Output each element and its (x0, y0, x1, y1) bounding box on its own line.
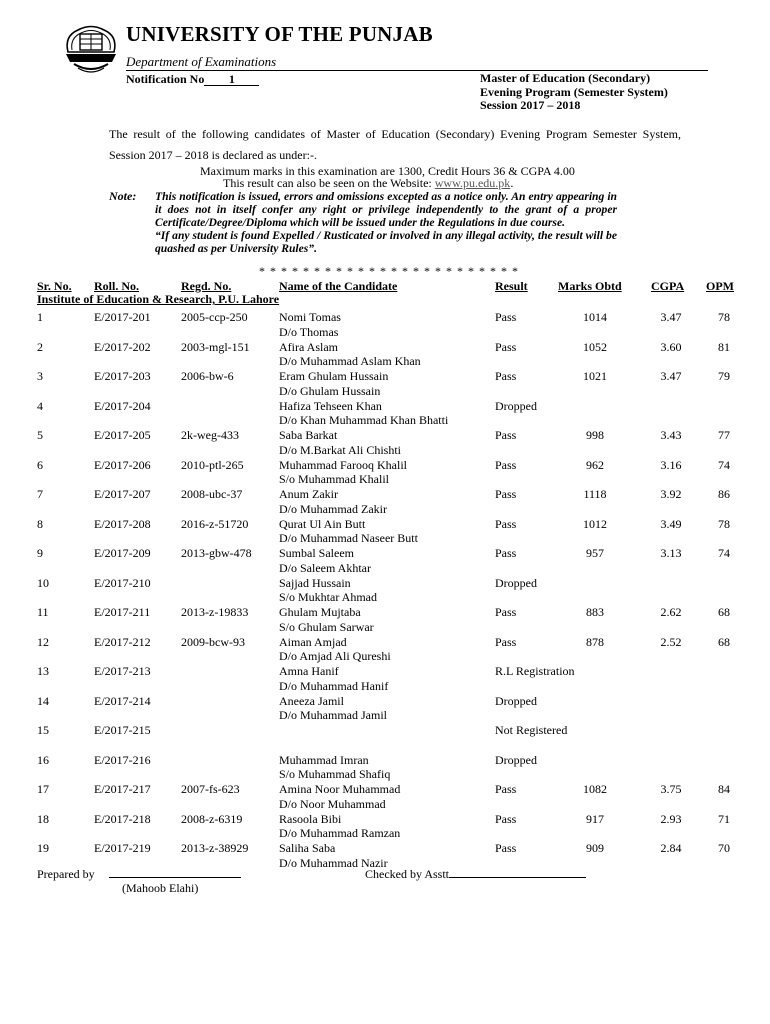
note-disclaimer: This notification is issued, errors and omissions excepted as a notice only. An entry appearing in it does not in itself confer any right or privilege independently to the grant of a proper Certificate/Degree/Diploma which will be issued under the Regulations in due course. (155, 190, 617, 229)
table-row (37, 546, 747, 576)
table-row (37, 694, 747, 724)
row-marks: 962 (586, 457, 604, 472)
row-sr: 3 (37, 369, 43, 383)
table-row (37, 517, 747, 547)
row-result: Pass (495, 457, 517, 472)
row-regd-no: 2013-z-38929 (181, 841, 249, 855)
row-marks: 883 (586, 605, 604, 619)
note-text (155, 190, 617, 255)
website-prefix: This result can also be seen on the Website: (223, 176, 435, 190)
row-candidate-name: Afira Aslam (279, 339, 338, 354)
table-row (37, 605, 747, 635)
row-cgpa: 3.16 (660, 457, 682, 472)
row-regd-no: 2016-z-51720 (181, 516, 249, 531)
program-name: Master of Education (Secondary) (480, 71, 651, 85)
row-roll-no: E/2017-219 (94, 841, 151, 855)
row-candidate-name: Sumbal Saleem (279, 546, 354, 560)
row-parent-name: D/o Muhammad Jamil (279, 708, 387, 722)
row-marks: 909 (586, 841, 604, 855)
table-row (37, 340, 747, 370)
header-opm: OPM (706, 279, 734, 293)
row-regd-no: 2008-ubc-37 (181, 487, 243, 501)
checked-by (365, 867, 586, 882)
row-result: Pass (495, 634, 517, 649)
program-type: Evening Program (Semester System) (480, 84, 668, 99)
row-sr: 14 (37, 693, 49, 708)
university-crest-logo (62, 22, 120, 78)
row-parent-name: D/o Muhammad Ramzan (279, 826, 401, 840)
row-opm: 84 (718, 782, 730, 796)
row-result: Dropped (495, 752, 537, 767)
table-row (37, 812, 747, 842)
row-parent-name: S/o Muhammad Khalil (279, 472, 389, 486)
row-marks: 917 (586, 811, 604, 826)
row-opm: 70 (718, 841, 730, 855)
website-link[interactable]: www.pu.edu.pk (434, 176, 511, 190)
row-result: Pass (495, 605, 517, 619)
program-details (480, 72, 668, 113)
row-roll-no: E/2017-210 (94, 575, 151, 590)
row-result: Pass (495, 369, 517, 383)
row-roll-no: E/2017-205 (94, 428, 151, 442)
row-regd-no: 2013-z-19833 (181, 605, 249, 619)
row-marks: 957 (586, 546, 604, 560)
row-regd-no: 2005-ccp-250 (181, 310, 248, 324)
row-opm: 74 (718, 457, 730, 472)
row-sr: 9 (37, 546, 43, 560)
row-candidate-name: Saba Barkat (279, 428, 338, 442)
row-cgpa: 3.60 (660, 339, 682, 354)
prepared-by-name: (Mahoob Elahi) (122, 881, 199, 895)
header-sr: Sr. No. (37, 279, 72, 293)
row-parent-name: D/o Ghulam Hussain (279, 383, 381, 398)
row-candidate-name: Anum Zakir (279, 487, 338, 501)
row-sr: 6 (37, 457, 43, 472)
row-regd-no: 2k-weg-433 (181, 428, 239, 442)
row-opm: 68 (718, 634, 730, 649)
row-cgpa: 3.13 (660, 546, 682, 560)
row-opm: 68 (718, 605, 730, 619)
website-suffix: . (510, 176, 514, 190)
row-marks: 1014 (583, 310, 607, 324)
row-parent-name: D/o Amjad Ali Qureshi (279, 649, 391, 663)
row-marks: 998 (586, 428, 604, 442)
row-result: Pass (495, 841, 517, 855)
table-row (37, 399, 747, 429)
row-roll-no: E/2017-201 (94, 310, 151, 324)
header-name: Name of the Candidate (279, 279, 398, 293)
table-row (37, 458, 747, 488)
row-roll-no: E/2017-204 (94, 398, 151, 413)
row-cgpa: 2.84 (660, 841, 682, 855)
row-sr: 5 (37, 428, 43, 442)
row-result: Pass (495, 811, 517, 826)
university-title: UNIVERSITY OF THE PUNJAB (126, 22, 433, 46)
row-candidate-name: Amina Noor Muhammad (279, 782, 401, 796)
row-sr: 2 (37, 339, 43, 354)
row-result: Pass (495, 310, 517, 324)
row-roll-no: E/2017-213 (94, 664, 151, 678)
row-roll-no: E/2017-216 (94, 752, 151, 767)
notification-number (126, 72, 259, 87)
row-regd-no: 2007-fs-623 (181, 782, 240, 796)
table-row (37, 369, 747, 399)
row-parent-name: D/o Muhammad Zakir (279, 501, 387, 516)
row-regd-no: 2006-bw-6 (181, 369, 234, 383)
row-opm: 79 (718, 369, 730, 383)
department-name: Department of Examinations (126, 54, 277, 69)
row-sr: 1 (37, 310, 43, 324)
row-regd-no: 2013-gbw-478 (181, 546, 252, 560)
prepared-by (37, 867, 241, 882)
notification-value: 1 (204, 73, 259, 86)
row-candidate-name: Amna Hanif (279, 664, 339, 678)
row-candidate-name: Sajjad Hussain (279, 575, 351, 590)
table-row (37, 782, 747, 812)
row-candidate-name: Saliha Saba (279, 841, 336, 855)
row-result: Pass (495, 546, 517, 560)
row-roll-no: E/2017-206 (94, 457, 151, 472)
row-candidate-name: Aneeza Jamil (279, 693, 344, 708)
table-row (37, 753, 747, 783)
table-row (37, 487, 747, 517)
checked-signature-line (449, 867, 586, 878)
row-marks: 1052 (583, 339, 607, 354)
row-roll-no: E/2017-202 (94, 339, 151, 354)
row-cgpa: 3.75 (660, 782, 682, 796)
row-sr: 16 (37, 752, 49, 767)
row-candidate-name: Muhammad Imran (279, 752, 369, 767)
row-opm: 74 (718, 546, 730, 560)
row-cgpa: 3.47 (660, 369, 682, 383)
row-candidate-name: Eram Ghulam Hussain (279, 369, 389, 383)
row-opm: 71 (718, 811, 730, 826)
row-marks: 1012 (583, 516, 607, 531)
row-regd-no: 2008-z-6319 (181, 811, 243, 826)
row-roll-no: E/2017-209 (94, 546, 151, 560)
row-parent-name: D/o Muhammad Hanif (279, 678, 389, 693)
notification-label: Notification No (126, 72, 205, 86)
row-parent-name: D/o Muhammad Nazir (279, 855, 388, 870)
row-result: Pass (495, 487, 517, 501)
header-cgpa: CGPA (651, 279, 685, 293)
row-result: Dropped (495, 575, 537, 590)
website-text (223, 177, 513, 190)
row-regd-no: 2003-mgl-151 (181, 339, 250, 354)
row-parent-name: D/o Khan Muhammad Khan Bhatti (279, 413, 449, 427)
row-cgpa: 2.52 (660, 634, 682, 649)
row-sr: 11 (37, 605, 49, 619)
row-opm: 77 (718, 428, 730, 442)
row-sr: 10 (37, 575, 49, 590)
row-result: Not Registered (495, 723, 568, 737)
row-cgpa: 2.93 (660, 811, 682, 826)
row-result: Pass (495, 782, 517, 796)
row-cgpa: 3.43 (660, 428, 682, 442)
row-regd-no: 2010-ptl-265 (181, 457, 244, 472)
row-parent-name: D/o M.Barkat Ali Chishti (279, 442, 402, 457)
row-roll-no: E/2017-203 (94, 369, 151, 383)
row-sr: 4 (37, 398, 43, 413)
row-result: Pass (495, 428, 517, 442)
row-candidate-name: Nomi Tomas (279, 310, 341, 324)
row-sr: 17 (37, 782, 49, 796)
row-roll-no: E/2017-214 (94, 693, 151, 708)
row-cgpa: 3.47 (660, 310, 682, 324)
row-roll-no: E/2017-217 (94, 782, 151, 796)
row-sr: 19 (37, 841, 49, 855)
table-header (37, 279, 737, 293)
stars-separator: * * * * * * * * * * * * * * * * * * * * * * * * (259, 264, 519, 278)
row-sr: 13 (37, 664, 49, 678)
table-row (37, 428, 747, 458)
row-opm: 81 (718, 339, 730, 354)
row-roll-no: E/2017-215 (94, 723, 151, 737)
row-parent-name: S/o Mukhtar Ahmad (279, 590, 377, 604)
row-result: Dropped (495, 693, 537, 708)
row-sr: 18 (37, 811, 49, 826)
row-candidate-name: Hafiza Tehseen Khan (279, 398, 382, 413)
institute-name: Institute of Education & Research, P.U. Lahore (37, 292, 280, 306)
header-result: Result (495, 279, 528, 293)
row-opm: 78 (718, 310, 730, 324)
row-cgpa: 3.92 (660, 487, 682, 501)
row-roll-no: E/2017-212 (94, 634, 151, 649)
row-parent-name: D/o Saleem Akhtar (279, 560, 371, 575)
row-marks: 1082 (583, 782, 607, 796)
row-roll-no: E/2017-207 (94, 487, 151, 501)
row-sr: 8 (37, 516, 43, 531)
row-opm: 86 (718, 487, 730, 501)
row-marks: 1021 (583, 369, 607, 383)
note-quote: “If any student is found Expelled / Rusticated or involved in any illegal activity, the result will be quashed as per University Rules”. (155, 229, 617, 255)
table-row (37, 664, 747, 694)
row-marks: 878 (586, 634, 604, 649)
row-roll-no: E/2017-218 (94, 811, 151, 826)
row-result: Dropped (495, 398, 537, 413)
row-parent-name: D/o Muhammad Naseer Butt (279, 531, 418, 545)
prepared-label: Prepared by (37, 867, 95, 881)
row-sr: 12 (37, 634, 49, 649)
checked-label: Checked by Asstt (365, 867, 449, 881)
row-cgpa: 3.49 (660, 516, 682, 531)
row-result: Pass (495, 339, 517, 354)
table-row (37, 576, 747, 606)
program-session: Session 2017 – 2018 (480, 98, 581, 112)
table-row (37, 635, 747, 665)
max-marks-text: Maximum marks in this examination are 1300, Credit Hours 36 & CGPA 4.00 (200, 164, 575, 178)
row-parent-name: D/o Thomas (279, 324, 339, 339)
row-parent-name: D/o Noor Muhammad (279, 796, 386, 811)
row-candidate-name: Ghulam Mujtaba (279, 605, 361, 619)
row-candidate-name: Muhammad Farooq Khalil (279, 457, 407, 472)
note-label: Note: (109, 189, 137, 203)
prepared-signature-line (109, 867, 241, 878)
header-regd: Regd. No. (181, 279, 232, 293)
row-regd-no: 2009-bcw-93 (181, 634, 245, 649)
row-result: Pass (495, 516, 517, 531)
row-opm: 78 (718, 516, 730, 531)
row-sr: 15 (37, 723, 49, 737)
row-candidate-name: Qurat Ul Ain Butt (279, 516, 366, 531)
header-roll: Roll. No. (94, 279, 139, 293)
intro-paragraph: The result of the following candidates of Master of Education (Secondary) Evening Program Semester System, Session 2017 – 2018 is declared as under:-. (109, 127, 681, 162)
row-roll-no: E/2017-208 (94, 516, 151, 531)
row-parent-name: S/o Ghulam Sarwar (279, 619, 374, 634)
row-marks: 1118 (583, 487, 607, 501)
table-row (37, 310, 747, 340)
row-candidate-name: Rasoola Bibi (279, 811, 342, 826)
row-roll-no: E/2017-211 (94, 605, 151, 619)
row-parent-name: D/o Muhammad Aslam Khan (279, 354, 421, 368)
result-table-body (37, 310, 747, 871)
row-cgpa: 2.62 (660, 605, 682, 619)
header-marks: Marks Obtd (558, 279, 622, 293)
table-row (37, 723, 747, 753)
row-result: R.L Registration (495, 664, 575, 678)
row-sr: 7 (37, 487, 43, 501)
row-parent-name: S/o Muhammad Shafiq (279, 767, 391, 781)
row-candidate-name: Aiman Amjad (279, 634, 347, 649)
